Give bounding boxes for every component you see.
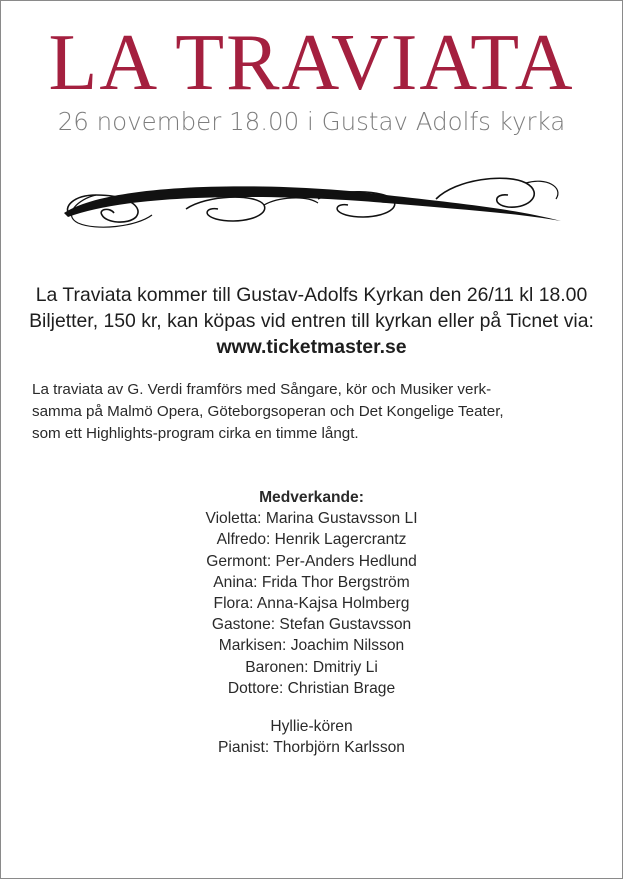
description-paragraph	[32, 379, 607, 445]
description-line: samma på Malmö Opera, Göteborgsoperan och Det Kongelige Teater,	[32, 403, 504, 420]
description-line: som ett Highlights-program cirka en timme långt.	[32, 425, 359, 442]
cast-item: Flora: Anna-Kajsa Holmberg	[213, 595, 410, 613]
cast-item: Alfredo: Henrik Lagercrantz	[216, 531, 407, 549]
lead-text: La Traviata kommer till Gustav-Adolfs Kyrkan den 26/11 kl 18.00 Biljetter, 150 kr, kan köpas vid entren till kyrkan eller på Ticnet via:	[29, 284, 594, 332]
cast-item: Germont: Per-Anders Hedlund	[206, 552, 417, 570]
lead-paragraph	[25, 282, 598, 360]
spacer	[1, 699, 622, 716]
cast-item: Dottore: Christian Brage	[227, 679, 396, 697]
description-line: La traviata av G. Verdi framförs med Sångare, kör och Musiker verk-	[32, 381, 492, 398]
choir-credit: Hyllie-kören	[270, 718, 353, 736]
cast-item: Markisen: Joachim Nilsson	[218, 637, 405, 655]
cast-item: Anina: Frida Thor Bergström	[213, 573, 410, 591]
cast-item: Baronen: Dmitriy Li	[245, 658, 378, 676]
poster-title: LA TRAVIATA	[48, 19, 575, 107]
cast-heading: Medverkande:	[259, 489, 364, 506]
pianist-credit: Pianist: Thorbjörn Karlsson	[218, 739, 405, 757]
cast-item: Gastone: Stefan Gustavsson	[211, 616, 412, 634]
cast-list	[1, 487, 622, 758]
ticket-link[interactable]: www.ticketmaster.se	[216, 336, 407, 358]
flourish-divider-icon	[56, 169, 568, 235]
cast-item: Violetta: Marina Gustavsson LI	[205, 510, 418, 528]
poster-subtitle: 26 november 18.00 i Gustav Adolfs kyrka	[57, 107, 566, 136]
